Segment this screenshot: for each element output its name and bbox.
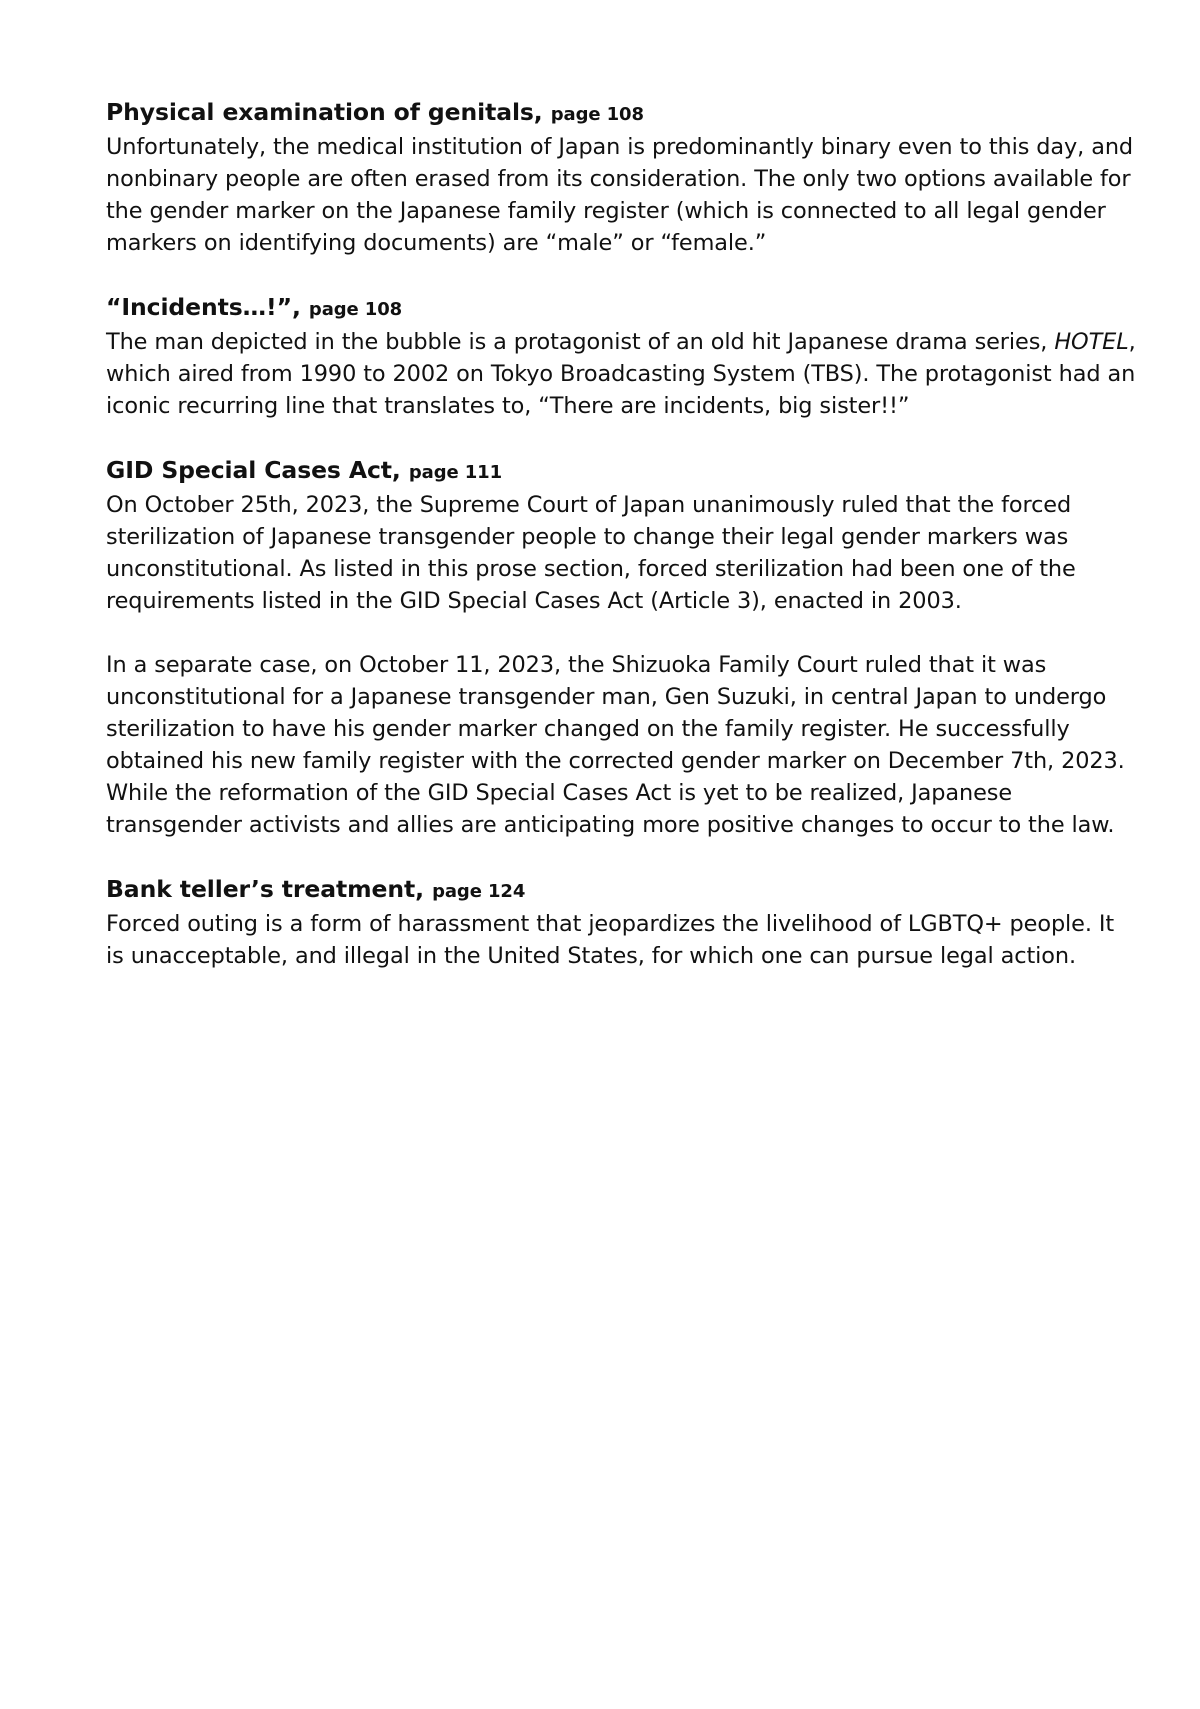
note-heading xyxy=(106,454,1136,489)
note-gid-special-cases-act xyxy=(106,454,1136,841)
note-paragraph xyxy=(106,326,1136,422)
note-title: Bank teller’s treatment, xyxy=(106,875,424,903)
note-heading xyxy=(106,873,1136,908)
series-title: HOTEL xyxy=(1054,329,1129,355)
note-title: GID Special Cases Act, xyxy=(106,456,401,484)
note-title: “Incidents…!”, xyxy=(106,293,301,321)
note-page-ref: page 124 xyxy=(432,881,526,902)
note-incidents xyxy=(106,291,1136,422)
note-paragraph: Unfortunately, the medical institution of Japan is predominantly binary even to this day, and nonbinary people are often erased from its consideration. The only two options available for the gender marker on the Japanese family register (which is connected to all legal gender markers on identifying documents) are “male” or “female.” xyxy=(106,134,1134,256)
note-title: Physical examination of genitals, xyxy=(106,98,543,126)
note-paragraph: Forced outing is a form of harassment that jeopardizes the livelihood of LGBTQ+ people. It is unacceptable, and illegal in the United States, for which one can pursue legal action. xyxy=(106,911,1115,969)
note-paragraph: On October 25th, 2023, the Supreme Court of Japan unanimously ruled that the forced sterilization of Japanese transgender people to change their legal gender markers was unconstitutional. As listed in this prose section, forced sterilization had been one of the requirements listed in the GID Special Cases Act (Article 3), enacted in 2003. xyxy=(106,492,1076,614)
paragraph-text-after-title: , which aired from 1990 to 2002 on Tokyo Broadcasting System (TBS). The protagonist had an iconic recurring line that translates to, “There are incidents, big sister!!” xyxy=(106,329,1136,419)
notes-page xyxy=(106,96,1136,1004)
paragraph-text-before-title: The man depicted in the bubble is a protagonist of an old hit Japanese drama series, xyxy=(106,329,1055,355)
note-heading xyxy=(106,96,1136,131)
note-page-ref: page 108 xyxy=(550,104,644,125)
note-paragraph: In a separate case, on October 11, 2023, the Shizuoka Family Court ruled that it was unconstitutional for a Japanese transgender man, Gen Suzuki, in central Japan to undergo sterilization to have his gender marker changed on the family register. He successfully obtained his new family register with the corrected gender marker on December 7th, 2023. While the reformation of the GID Special Cases Act is yet to be realized, Japanese transgender activists and allies are anticipating more positive changes to occur to the law. xyxy=(106,652,1125,838)
note-physical-examination xyxy=(106,96,1136,259)
note-page-ref: page 111 xyxy=(408,462,503,483)
note-page-ref: page 108 xyxy=(308,299,403,320)
note-heading xyxy=(106,291,1136,326)
note-bank-teller xyxy=(106,873,1136,972)
